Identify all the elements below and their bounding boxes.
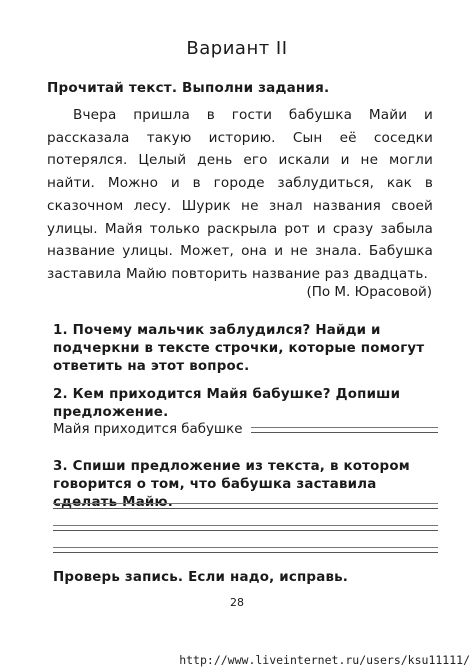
- story-text: [47, 104, 433, 286]
- variant-title: Вариант II: [186, 38, 288, 59]
- footer-url: http://www.liveinternet.ru/users/ksu11111/: [179, 653, 470, 667]
- answer-line-3c[interactable]: [53, 552, 438, 553]
- story-author: (По М. Юрасовой): [306, 284, 432, 300]
- check-note: Проверь запись. Если надо, исправь.: [53, 570, 349, 585]
- answer-prefill-text: Майя приходится бабушке: [53, 422, 243, 437]
- answer-line-3b[interactable]: [53, 530, 438, 531]
- answer-row-2: [53, 422, 438, 437]
- answer-line-3a[interactable]: [53, 508, 438, 509]
- story-paragraph: Вчера пришла в гости бабушка Майи и рассказала такую историю. Сын её соседки потерялся. Целый день его искали и не могли найти. Можно и в городе заблудиться, как в сказочном лесу. Шурик не знал названия своей улицы. Майя только раскрыла рот и сразу забыла название улицы. Может, она и не знала. Бабушка заставила Майю повторить название раз двадцать.: [47, 107, 433, 282]
- question-3: 3. Спиши предложение из текста, в котором говорится о том, что бабушка заставила сделать Майю.: [53, 459, 410, 510]
- question-2: 2. Кем приходится Майя бабушке? Допиши предложение.: [53, 387, 401, 420]
- question-1: 1. Почему мальчик заблудился? Найди и подчеркни в тексте строчки, которые помогут ответить на этот вопрос.: [53, 323, 425, 374]
- page-number: 28: [230, 596, 244, 609]
- instruction-heading: Прочитай текст. Выполни задания.: [47, 80, 330, 96]
- answer-line-2[interactable]: [251, 432, 438, 433]
